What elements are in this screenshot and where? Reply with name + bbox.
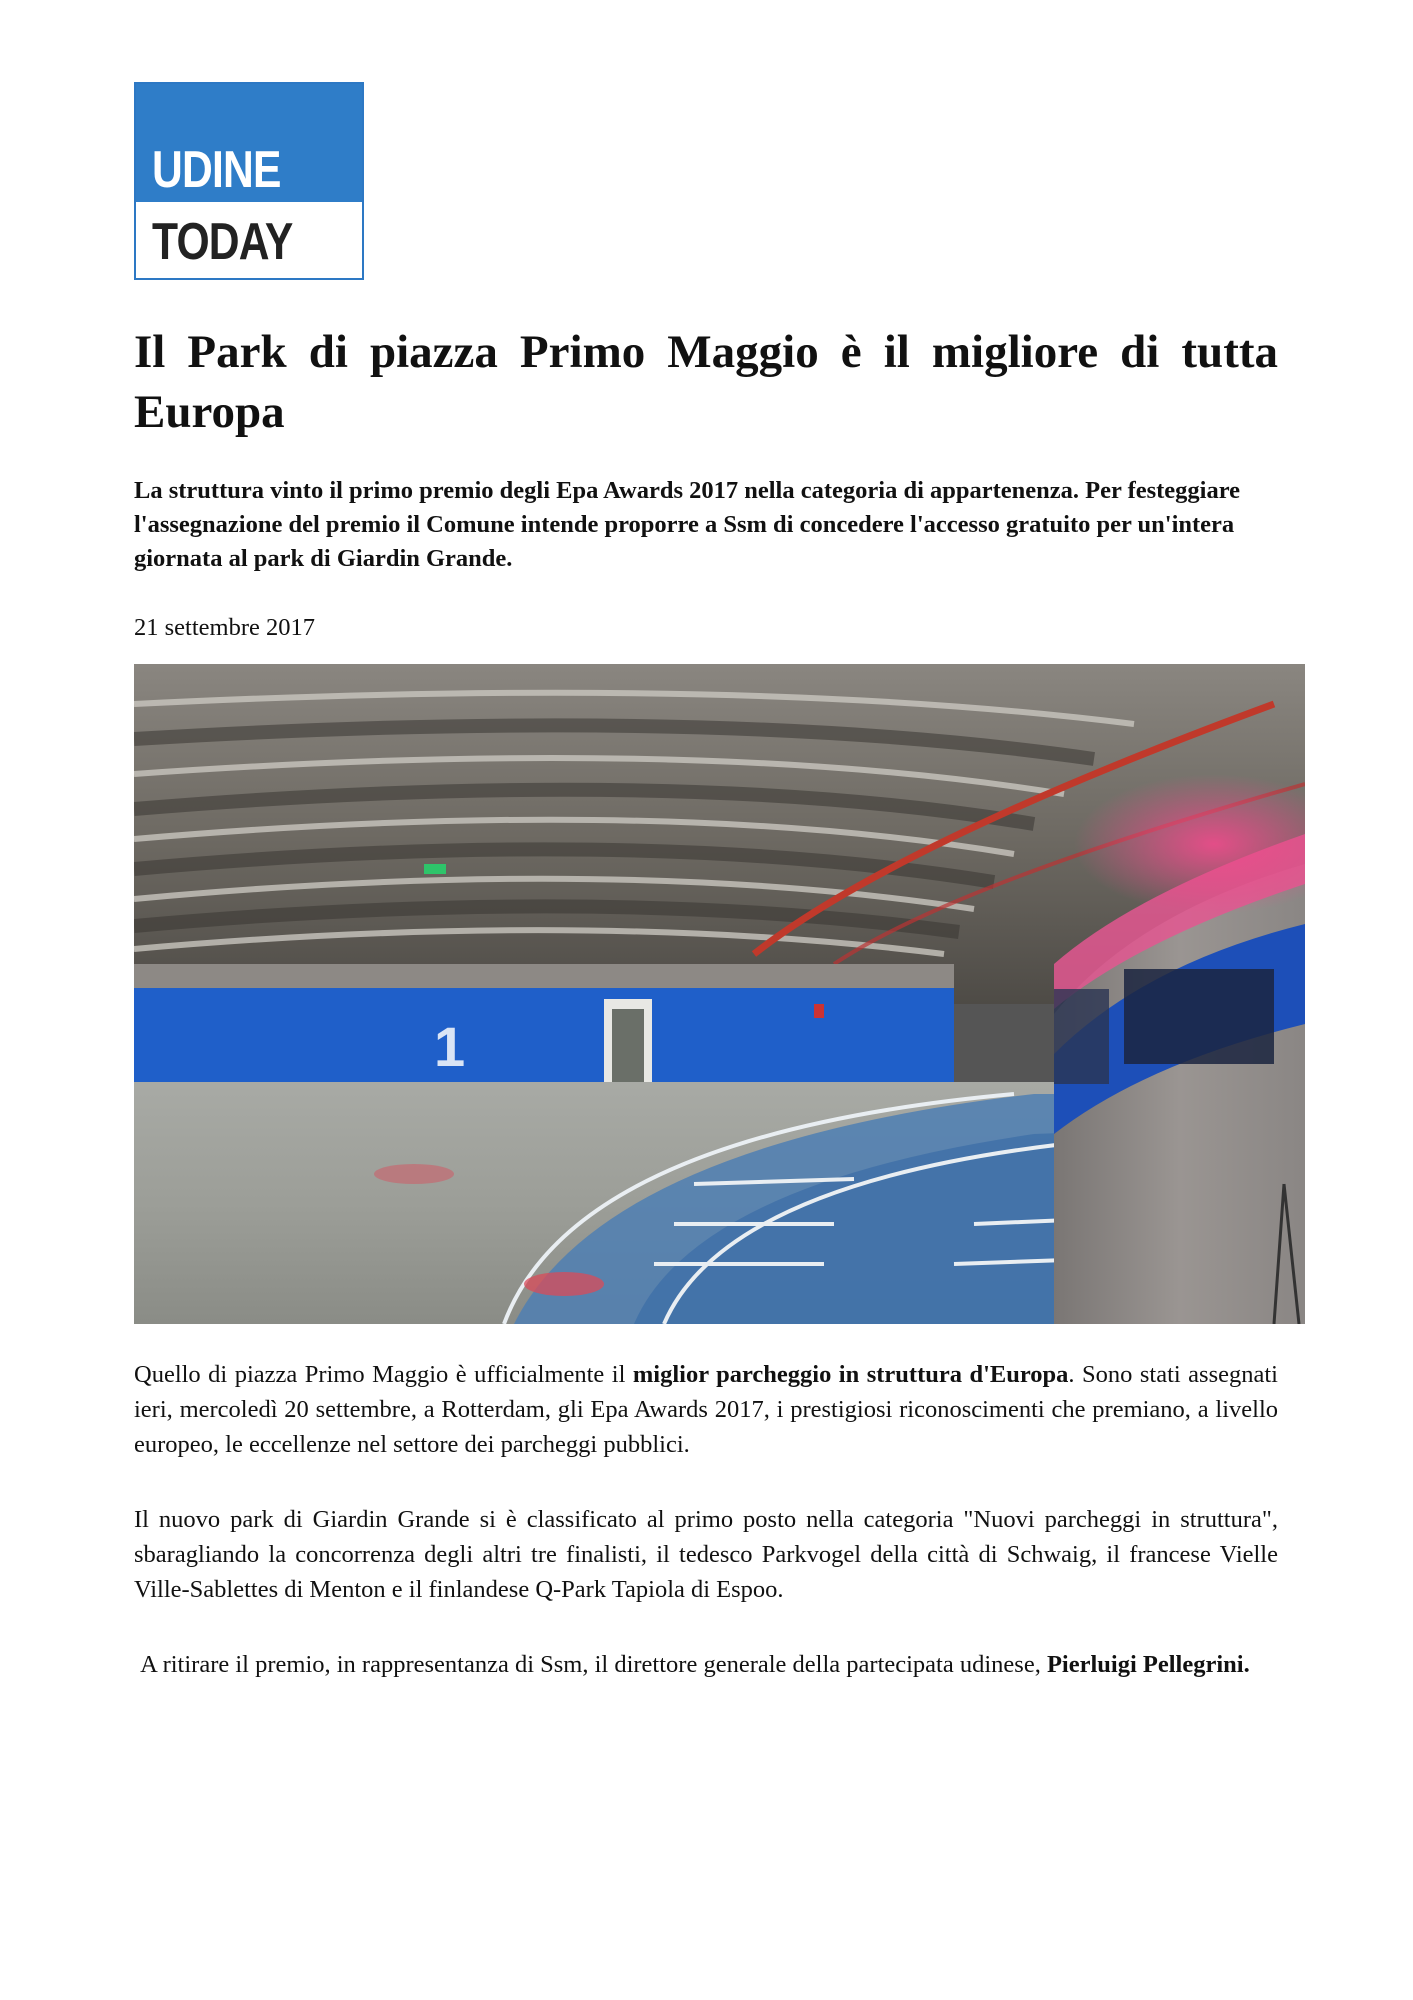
- article-lead: La struttura vinto il primo premio degli Epa Awards 2017 nella categoria di appartenenza. Per festeggiare l'assegnazione del premio il Comune intende proporre a Ssm di concedere l'accesso gratuito per un'intera giornata al park di Giardin Grande.: [134, 477, 1241, 572]
- article-paragraph-3: A ritirare il premio, in rappresentanza di Ssm, il direttore generale della partecipata udinese, Pierluigi Pellegrini.: [134, 1651, 1250, 1678]
- article-date: 21 settembre 2017: [134, 614, 315, 641]
- udinetoday-logo[interactable]: [134, 82, 364, 280]
- article-title: Il Park di piazza Primo Maggio è il migliore di tutta Europa: [134, 326, 1278, 438]
- logo-word-udine: UDINE: [152, 141, 281, 199]
- article-paragraph-2: Il nuovo park di Giardin Grande si è classificato al primo posto nella categoria "Nuovi parcheggi in struttura", sbaragliando la concorrenza degli altri tre finalisti, il tedesco Parkvogel della città di Schwaig, il francese Vielle Ville-Sablettes di Menton e il finlandese Q-Park Tapiola di Espoo.: [134, 1506, 1278, 1603]
- logo-word-today: TODAY: [152, 213, 293, 271]
- article-paragraph-1: Quello di piazza Primo Maggio è ufficialmente il miglior parcheggio in struttura d'Europa. Sono stati assegnati ieri, mercoledì 20 settembre, a Rotterdam, gli Epa Awards 2017, i prestigiosi riconoscimenti che premiano, a livello europeo, le eccellenze nel settore dei parcheggi pubblici.: [134, 1361, 1278, 1458]
- parking-garage-photo: [134, 664, 1305, 1324]
- paragraph-1-bold: miglior parcheggio in struttura d'Europa: [632, 1361, 1069, 1388]
- wall-number: 1: [434, 1015, 466, 1078]
- director-name: Pierluigi Pellegrini.: [1046, 1651, 1250, 1678]
